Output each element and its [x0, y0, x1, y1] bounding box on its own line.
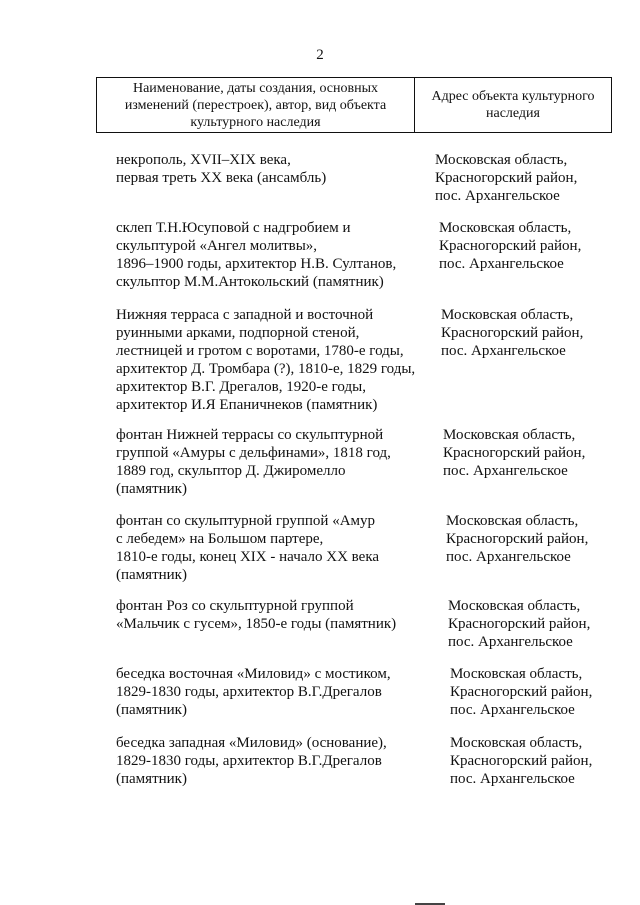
table-header: [96, 77, 612, 133]
entry-name-west-gazebo: беседка западная «Миловид» (основание), 1829-1830 годы, архитектор В.Г.Дрегалов (памятник): [116, 735, 387, 787]
entry-address-cupids-fountain: Московская область, Красногорский район, пос. Архангельское: [443, 427, 586, 479]
entry-address-crypt: Московская область, Красногорский район, пос. Архангельское: [439, 220, 582, 272]
entry-address-east-gazebo: Московская область, Красногорский район, пос. Архангельское: [450, 666, 593, 718]
entry-address-lower-terrace: Московская область, Красногорский район, пос. Архангельское: [441, 307, 584, 359]
entry-address-rose-fountain: Московская область, Красногорский район, пос. Архангельское: [448, 598, 591, 650]
entry-address-necropolis: Московская область, Красногорский район, пос. Архангельское: [435, 152, 578, 204]
header-name-column: Наименование, даты создания, основных изменений (перестроек), автор, вид объекта культурного наследия: [97, 78, 415, 132]
entry-address-swan-fountain: Московская область, Красногорский район, пос. Архангельское: [446, 513, 589, 565]
page-number: 2: [316, 47, 324, 63]
entry-name-cupids-fountain: фонтан Нижней террасы со скульптурной группой «Амуры с дельфинами», 1818 год, 1889 год, скульптор Д. Джиромелло (памятник): [116, 427, 391, 497]
entry-name-rose-fountain: фонтан Роз со скульптурной группой «Мальчик с гусем», 1850-е годы (памятник): [116, 598, 397, 632]
header-address-column: Адрес объекта культурного наследия: [431, 89, 595, 121]
entry-name-crypt: склеп Т.Н.Юсуповой с надгробием и скульптурой «Ангел молитвы», 1896–1900 годы, архитектор Н.В. Султанов, скульптор М.М.Антокольский (памятник): [116, 220, 397, 290]
entry-name-necropolis: некрополь, XVII–XIX века, первая треть XX века (ансамбль): [116, 152, 327, 186]
entry-name-lower-terrace: Нижняя терраса с западной и восточной руинными арками, подпорной стеной, лестницей и гротом с воротами, 1780-е годы, архитектор Д. Тромбара (?), 1810-е, 1829 годы, архитектор В.Г. Дрегалов, 1920-е годы, архитектор И.Я Епаничнеков (памятник): [116, 307, 416, 413]
entry-address-west-gazebo: Московская область, Красногорский район, пос. Архангельское: [450, 735, 593, 787]
entry-name-east-gazebo: беседка восточная «Миловид» с мостиком, 1829-1830 годы, архитектор В.Г.Дрегалов (памятник): [116, 666, 391, 718]
entry-name-swan-fountain: фонтан со скульптурной группой «Амур с лебедем» на Большом партере, 1810-е годы, конец XIX - начало XX века (памятник): [116, 513, 380, 583]
